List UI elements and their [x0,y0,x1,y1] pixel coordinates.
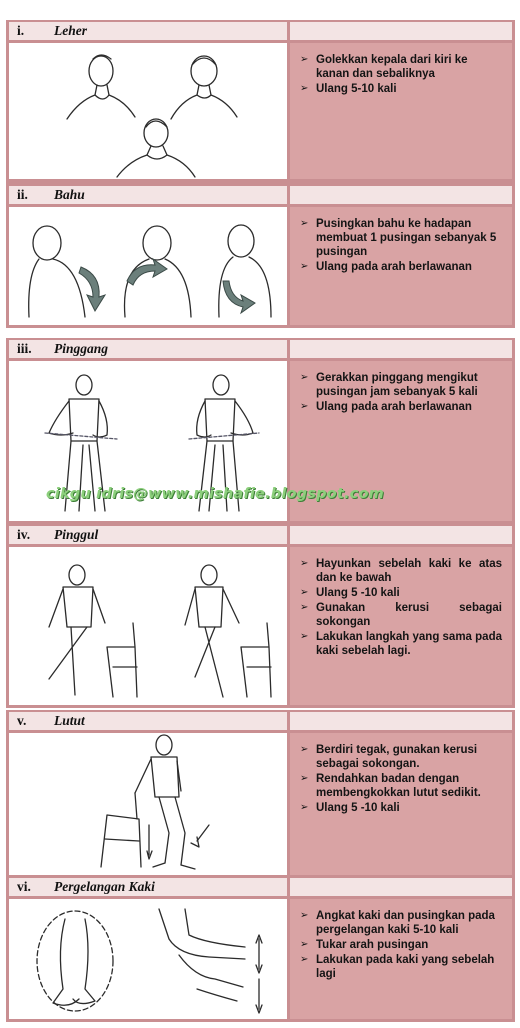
exercise-illustration-neck [9,43,287,179]
step-item: ➢ Ulang 5 -10 kali [300,801,502,815]
section-title: Bahu [54,187,85,202]
section-header [9,340,287,358]
section-header [9,878,287,896]
exercise-illustration-hip [9,547,287,705]
section-numeral: iv. [17,527,31,542]
section-header-blank [290,340,512,358]
section-header-blank [290,712,512,730]
section-numeral: vi. [17,879,31,894]
section-title: Pergelangan Kaki [54,879,155,894]
exercise-steps-knee [290,733,512,875]
section-title: Lutut [54,713,85,728]
step-item: ➢ Hayunkan sebelah kaki ke atas dan ke bawah [300,557,502,585]
section-title: Leher [54,23,87,38]
step-item: ➢ Ulang pada arah berlawanan [300,260,502,274]
step-item: ➢ Ulang pada arah berlawanan [300,400,502,414]
section-header [9,186,287,204]
step-item: ➢ Golekkan kepala dari kiri ke kanan dan sebaliknya [300,53,502,81]
section-header-blank [290,526,512,544]
step-item: ➢ Pusingkan bahu ke hadapan membuat 1 pusingan sebanyak 5 pusingan [300,217,502,259]
step-item: ➢ Ulang 5-10 kali [300,82,502,96]
section-header-blank [290,22,512,40]
section-numeral: i. [17,23,25,38]
section-bahu [6,184,515,328]
step-item: ➢ Gerakkan pinggang mengikut pusingan jam sebanyak 5 kali [300,371,502,399]
section-header-blank [290,186,512,204]
section-header [9,526,287,544]
exercise-illustration-ankle [9,899,287,1019]
exercise-steps-hip [290,547,512,705]
section-leher [6,20,515,184]
section-numeral: iii. [17,341,32,356]
exercise-illustration-shoulder [9,207,287,325]
section-numeral: ii. [17,187,28,202]
step-item: ➢ Gunakan kerusi sebagai sokongan [300,601,502,629]
step-item: ➢ Lakukan langkah yang sama pada kaki sebelah lagi. [300,630,502,658]
section-lutut [6,710,515,878]
section-pergelangan-kaki [6,876,515,1022]
step-item: ➢ Lakukan pada kaki yang sebelah lagi [300,953,502,981]
exercise-steps-neck [290,43,512,179]
exercise-illustration-knee [9,733,287,875]
section-header-blank [290,878,512,896]
section-title: Pinggang [54,341,109,356]
step-item: ➢ Ulang 5 -10 kali [300,586,502,600]
watermark-text: cikgu idris@www.mishafie.blogspot.com [46,486,384,502]
section-pinggul [6,524,515,708]
step-item: ➢ Rendahkan badan dengan membengkokkan lutut sedikit. [300,772,502,800]
exercise-steps-shoulder [290,207,512,325]
section-header [9,712,287,730]
section-header [9,22,287,40]
step-item: ➢ Berdiri tegak, gunakan kerusi sebagai sokongan. [300,743,502,771]
exercise-steps-ankle [290,899,512,1019]
section-numeral: v. [17,713,27,728]
step-item: ➢ Angkat kaki dan pusingkan pada pergelangan kaki 5-10 kali [300,909,502,937]
step-item: ➢ Tukar arah pusingan [300,938,502,952]
section-title: Pinggul [54,527,99,542]
